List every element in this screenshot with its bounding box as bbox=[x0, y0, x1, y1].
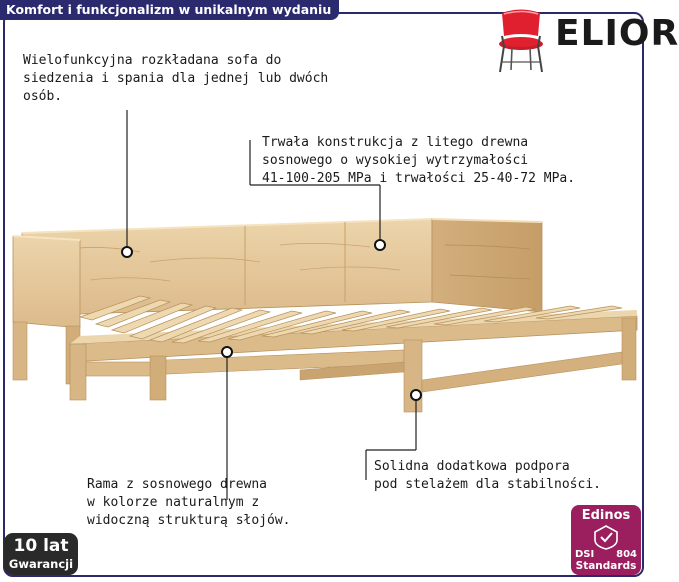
certificate-right-code: 804 bbox=[616, 549, 637, 560]
warranty-years bbox=[4, 536, 78, 556]
note-construction-line: sosnowego o wysokiej wytrzymałości bbox=[262, 153, 529, 168]
warranty-badge bbox=[4, 533, 78, 575]
certificate-name: Edinos bbox=[581, 508, 631, 523]
note-sofa bbox=[23, 52, 328, 106]
warranty-unit: lat bbox=[43, 536, 69, 556]
brand-name: ELIOR bbox=[555, 13, 679, 54]
certificate-standard: Standards bbox=[575, 560, 637, 572]
note-frame-line: w kolorze naturalnym z bbox=[87, 495, 260, 510]
note-support-line: pod stelażem dla stabilności. bbox=[374, 477, 601, 492]
certificate-emblem-icon bbox=[593, 524, 619, 550]
warranty-number: 10 bbox=[13, 536, 38, 556]
note-frame bbox=[87, 476, 291, 530]
note-support-line: Solidna dodatkowa podpora bbox=[374, 459, 570, 474]
note-support bbox=[374, 458, 601, 494]
warranty-label: Gwarancji bbox=[8, 557, 74, 571]
backrest bbox=[22, 219, 432, 316]
note-sofa-line: Wielofunkcyjna rozkładana sofa do bbox=[23, 53, 282, 68]
banner-title: Komfort i funkcjonalizm w unikalnym wydaniu bbox=[6, 2, 332, 17]
note-construction-line: 41-100-205 MPa i trwałości 25-40-72 MPa. bbox=[262, 171, 576, 186]
certificate-badge bbox=[571, 505, 641, 575]
note-construction bbox=[262, 134, 575, 188]
note-sofa-line: osób. bbox=[23, 89, 63, 104]
note-frame-line: widoczną strukturą słojów. bbox=[87, 513, 291, 528]
note-frame-line: Rama z sosnowego drewna bbox=[87, 477, 268, 492]
note-construction-line: Trwała konstrukcja z litego drewna bbox=[262, 135, 529, 150]
right-armrest bbox=[432, 219, 542, 312]
note-sofa-line: siedzenia i spania dla jednej lub dwóch bbox=[23, 71, 329, 86]
certificate-left-code: DSI bbox=[575, 549, 595, 560]
